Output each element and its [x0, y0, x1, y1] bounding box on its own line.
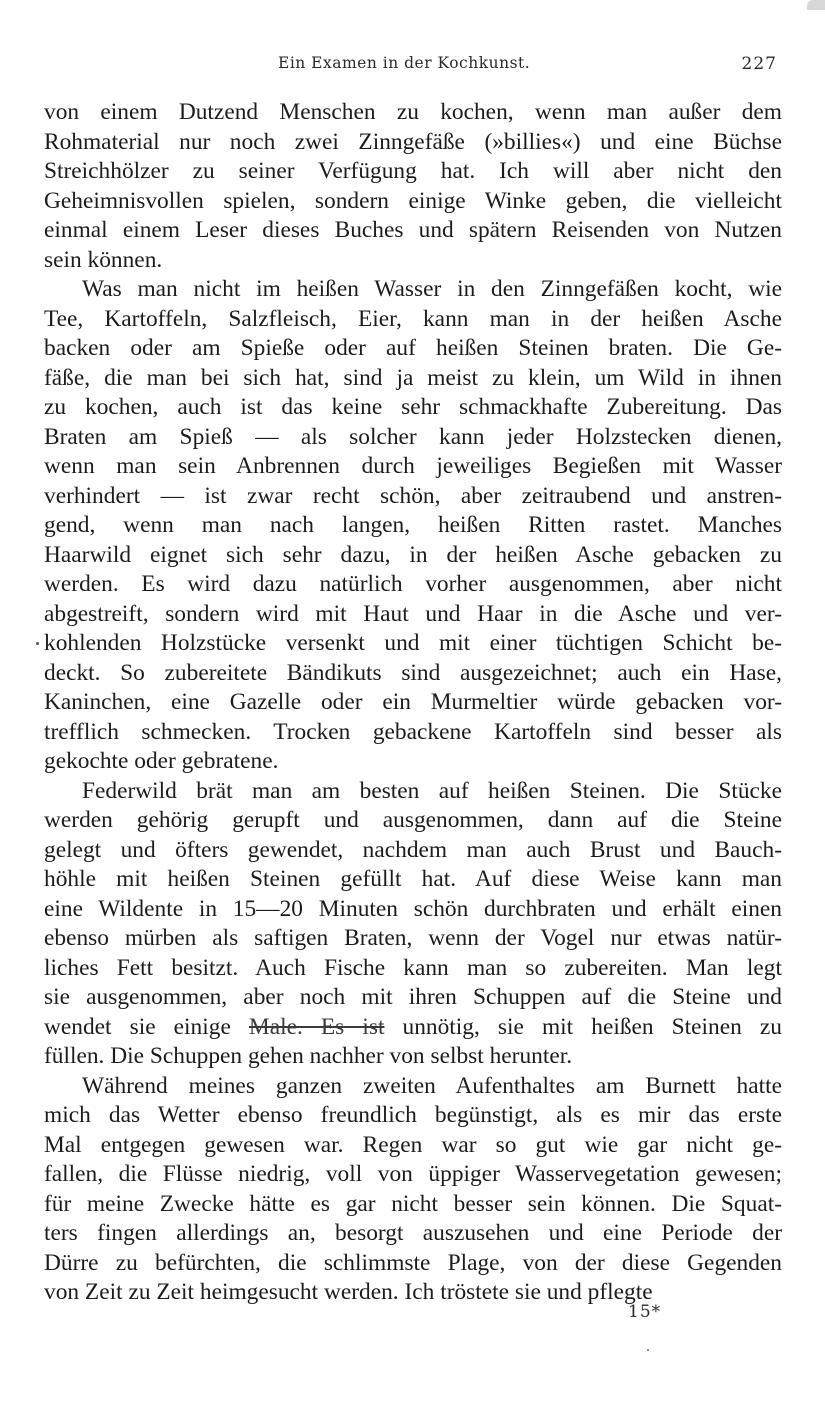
- text-line: ters fingen allerdings an, besorgt auszusehen und eine Periode der: [44, 1220, 782, 1246]
- text-segment: unnötig, sie mit heißen Steinen zu: [384, 1013, 782, 1040]
- text-line: gelegt und öfters gewendet, nachdem man auch Brust und Bauch-: [44, 836, 782, 863]
- text-line: Rohmaterial nur noch zwei Zinngefäße (»billies«) und eine Büchse: [44, 128, 782, 155]
- text-line: sie ausgenommen, aber noch mit ihren Schuppen auf die Steine und: [44, 984, 782, 1010]
- text-line: liches Fett besitzt. Auch Fische kann man so zubereiten. Man legt: [44, 954, 782, 981]
- page-number: 227: [741, 54, 777, 74]
- text-line: von einem Dutzend Menschen zu kochen, wenn man außer dem: [44, 99, 782, 125]
- paragraph: [44, 98, 782, 275]
- text-line: gend, wenn man nach langen, heißen Ritten rastet. Manches: [44, 512, 782, 538]
- text-line: zu kochen, auch ist das keine sehr schmackhafte Zubereitung. Das: [44, 394, 782, 420]
- text-line: für meine Zwecke hätte es gar nicht besser sein können. Die Squat-: [44, 1190, 782, 1217]
- text-line: Streichhölzer zu seiner Verfügung hat. Ich will aber nicht den: [44, 158, 782, 184]
- text-line: Federwild brät man am besten auf heißen Steinen. Die Stücke: [82, 777, 782, 804]
- text-line: von Zeit zu Zeit heimgesucht werden. Ich tröstete sie und pflegte: [44, 1279, 653, 1305]
- text-line: Haarwild eignet sich sehr dazu, in der heißen Asche gebacken zu: [44, 541, 782, 568]
- struck-text: Male. Es ist: [248, 1013, 385, 1040]
- text-line: ebenso mürben als saftigen Braten, wenn der Vogel nur etwas natür-: [44, 925, 782, 951]
- text-line: sein können.: [44, 246, 163, 273]
- text-line: wenn man sein Anbrennen durch jeweiliges Begießen mit Wasser: [44, 453, 782, 479]
- paragraph: [44, 777, 782, 1072]
- text-segment: wendet sie einige: [44, 1013, 249, 1040]
- text-line: einmal einem Leser dieses Buches und spätern Reisenden von Nutzen: [44, 217, 782, 243]
- text-line: verhindert — ist zwar recht schön, aber zeitraubend und anstren-: [44, 482, 782, 509]
- text-line: deckt. So zubereitete Bändikuts sind ausgezeichnet; auch ein Hase,: [44, 659, 782, 686]
- scan-corner-mark: [807, 0, 825, 10]
- paragraph: [44, 275, 782, 777]
- text-line: Kaninchen, eine Gazelle oder ein Murmeltier würde gebacken vor-: [44, 689, 782, 715]
- text-line: trefflich schmecken. Trocken gebackene Kartoffeln sind besser als: [44, 718, 782, 745]
- text-line: höhle mit heißen Steinen gefüllt hat. Auf diese Weise kann man: [44, 866, 782, 892]
- text-line: werden gehörig gerupft und ausgenommen, dann auf die Steine: [44, 807, 782, 833]
- text-line: fäße, die man bei sich hat, sind ja meist zu klein, um Wild in ihnen: [44, 364, 782, 391]
- text-line: gekochte oder gebratene.: [44, 748, 279, 774]
- text-line: kohlenden Holzstücke versenkt und mit einer tüchtigen Schicht be-: [44, 630, 782, 656]
- text-line: eine Wildente in 15—20 Minuten schön durchbraten und erhält einen: [44, 895, 782, 922]
- text-line: Was man nicht im heißen Wasser in den Zinngefäßen kocht, wie: [82, 276, 782, 302]
- text-line: Dürre zu befürchten, die schlimmste Plage, von der diese Gegenden: [44, 1249, 782, 1276]
- text-line: fallen, die Flüsse niedrig, voll von üppiger Wasservegetation gewesen;: [44, 1161, 782, 1187]
- signature-mark: 15*: [628, 1302, 662, 1322]
- text-line: [44, 1013, 782, 1043]
- text-line: Mal entgegen gewesen war. Regen war so gut wie gar nicht ge-: [44, 1131, 782, 1158]
- running-head: Ein Examen in der Kochkunst.: [278, 54, 531, 72]
- text-line: mich das Wetter ebenso freundlich begünstigt, als es mir das erste: [44, 1102, 782, 1128]
- text-line: Geheimnisvollen spielen, sondern einige Winke geben, die vielleicht: [44, 187, 782, 214]
- text-line: abgestreift, sondern wird mit Haut und Haar in die Asche und ver-: [44, 600, 782, 627]
- text-line: werden. Es wird dazu natürlich vorher ausgenommen, aber nicht: [44, 571, 782, 597]
- body-text: [44, 98, 782, 1308]
- text-line: Braten am Spieß — als solcher kann jeder Holzstecken dienen,: [44, 423, 782, 450]
- text-line: Während meines ganzen zweiten Aufenthaltes am Burnett hatte: [82, 1072, 782, 1099]
- page-speck: [647, 1349, 649, 1351]
- margin-speck: [36, 642, 39, 645]
- text-line: backen oder am Spieße oder auf heißen Steinen braten. Die Ge-: [44, 335, 782, 361]
- paragraph: [44, 1072, 782, 1308]
- text-line: Tee, Kartoffeln, Salzfleisch, Eier, kann man in der heißen Asche: [44, 305, 782, 332]
- text-line: füllen. Die Schuppen gehen nachher von selbst herunter.: [44, 1043, 573, 1069]
